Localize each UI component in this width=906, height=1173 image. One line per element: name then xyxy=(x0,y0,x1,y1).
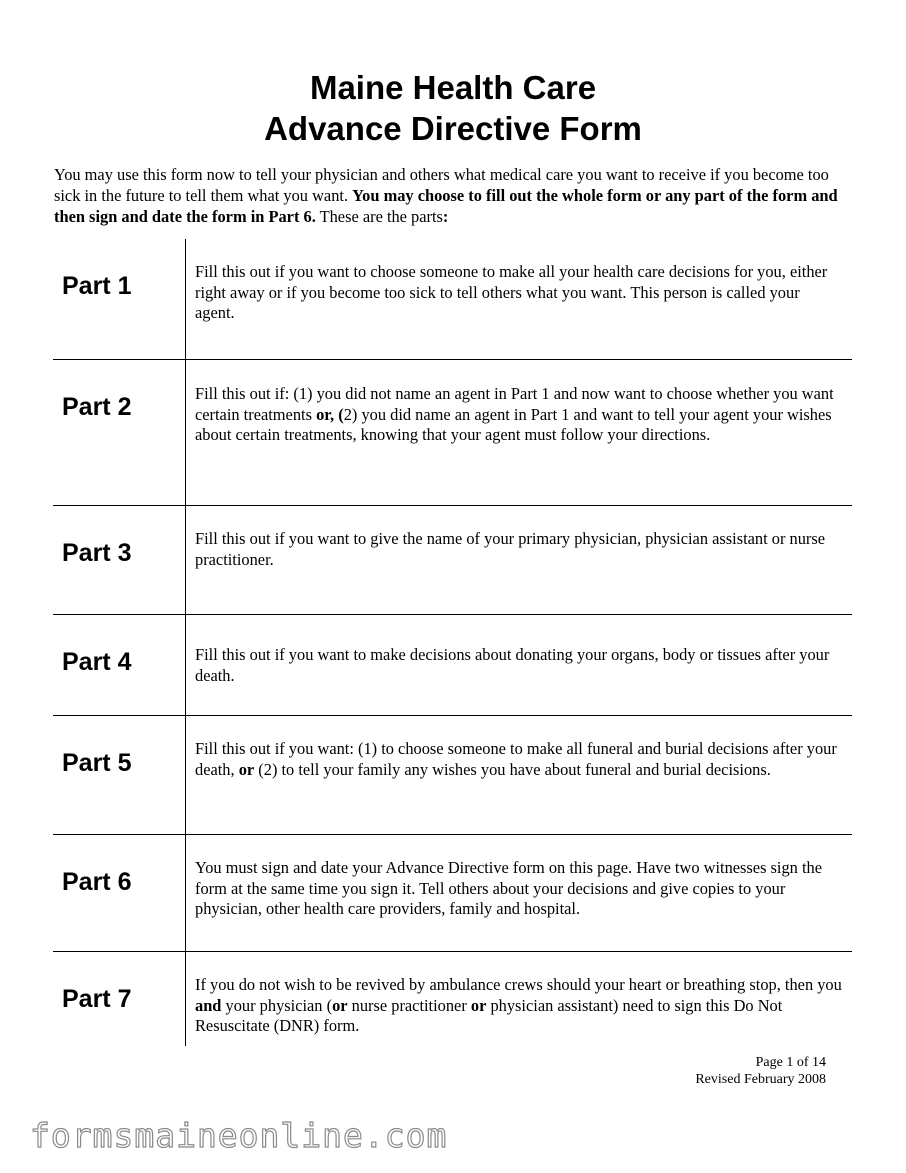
part-description-text: Fill this out if you want: (1) to choose someone to make all funeral and burial decisions after your death, xyxy=(195,739,837,779)
column-divider xyxy=(185,360,186,505)
part-description-text: If you do not wish to be revived by ambulance crews should your heart or breathing stop, then you xyxy=(195,975,842,994)
part-row xyxy=(53,716,852,835)
parts-table xyxy=(53,239,852,1046)
part-row xyxy=(53,952,852,1046)
part-row xyxy=(53,360,852,506)
part-description-text: your physician ( xyxy=(221,995,333,1015)
intro-tail-text: These are the parts xyxy=(315,207,443,226)
part-description-text: 2) you did name an agent in Part 1 and want to tell your agent your wishes about certain treatments, knowing that your agent must follow your directions. xyxy=(195,404,832,444)
form-title-line-1: Maine Health Care xyxy=(309,69,597,106)
part-description xyxy=(195,739,843,780)
revision-date: Revised February 2008 xyxy=(695,1072,826,1087)
part-description-bold-text: and xyxy=(195,995,222,1015)
part-label: Part 5 xyxy=(62,749,132,777)
part-row xyxy=(53,239,852,360)
column-divider xyxy=(185,952,186,1046)
part-description xyxy=(195,262,843,324)
part-description xyxy=(195,529,843,570)
column-divider xyxy=(185,716,186,834)
part-description-bold-text: or, ( xyxy=(316,404,344,424)
part-description-text: Fill this out if: (1) you did not name an agent in Part 1 and now want to choose whether you want certain treatments xyxy=(195,384,834,424)
part-label: Part 3 xyxy=(62,539,132,567)
part-description xyxy=(195,384,843,446)
site-watermark: formsmaineonline.com xyxy=(30,1116,448,1155)
part-description-text: (2) to tell your family any wishes you have about funeral and burial decisions. xyxy=(254,759,771,779)
part-description-text: nurse practitioner xyxy=(347,995,471,1015)
part-row xyxy=(53,615,852,716)
intro-paragraph xyxy=(54,164,854,227)
page-number: Page 1 of 14 xyxy=(755,1055,826,1070)
part-description-bold-text: or xyxy=(470,995,487,1015)
part-description xyxy=(195,645,843,686)
part-description-text: Fill this out if you want to make decisions about donating your organs, body or tissues after your death. xyxy=(195,645,830,685)
part-label: Part 2 xyxy=(62,393,132,421)
part-description xyxy=(195,858,843,920)
part-description-bold-text: or xyxy=(332,995,348,1015)
column-divider xyxy=(185,835,186,951)
part-row xyxy=(53,835,852,952)
intro-bold-text: You may choose to fill out the whole form or any part of the form and then sign and date the form in Part 6. xyxy=(54,186,838,226)
part-label: Part 6 xyxy=(62,868,132,896)
column-divider xyxy=(185,615,186,715)
intro-text: You may use this form now to tell your physician and others what medical care you want to receive if you become too sick in the future to tell them what you want. xyxy=(54,165,829,205)
part-description-text: Fill this out if you want to give the name of your primary physician, physician assistant or nurse practitioner. xyxy=(195,529,826,569)
form-title-line-2: Advance Directive Form xyxy=(264,110,642,147)
part-description-text: Fill this out if you want to choose someone to make all your health care decisions for you, either right away or if you become too sick to tell others what you want. This person is called your agent. xyxy=(195,262,828,322)
part-description xyxy=(195,975,843,1037)
intro-colon: : xyxy=(442,207,449,226)
part-description-text: You must sign and date your Advance Directive form on this page. Have two witnesses sign the form at the same time you sign it. Tell others about your decisions and give copies to your physician, other health care providers, family and hospital. xyxy=(195,858,822,918)
part-row xyxy=(53,506,852,615)
column-divider xyxy=(185,506,186,614)
column-divider xyxy=(185,239,186,359)
part-description-bold-text: or xyxy=(238,759,255,779)
part-label: Part 1 xyxy=(62,272,132,300)
part-description-text: physician assistant) need to sign this Do Not Resuscitate (DNR) form. xyxy=(195,995,783,1035)
part-label: Part 7 xyxy=(62,985,132,1013)
part-label: Part 4 xyxy=(62,648,132,676)
